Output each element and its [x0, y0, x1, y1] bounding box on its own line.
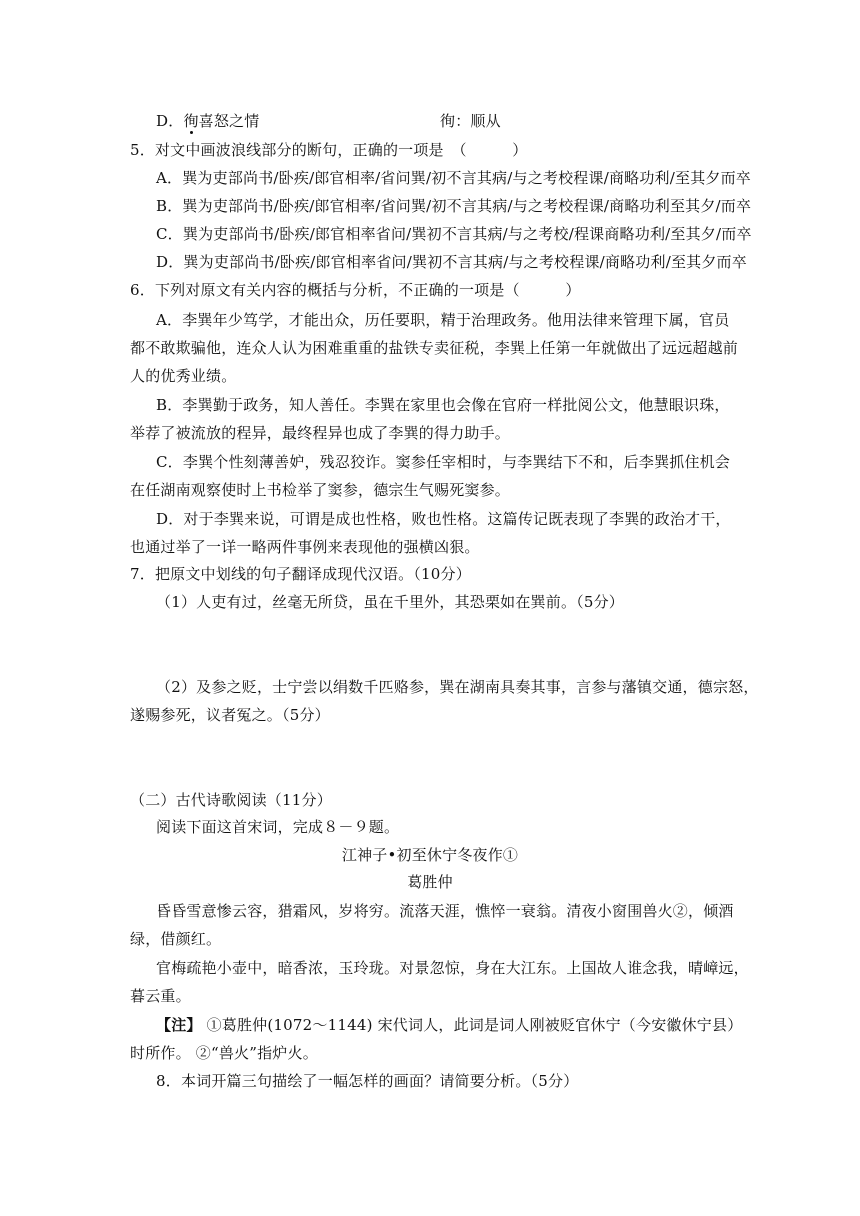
q4-option-d-label: D．: [156, 112, 184, 130]
q6-option-a-line3: 人的优秀业绩。: [130, 367, 237, 385]
q6-option-c-line1: C．李巽个性刻薄善妒，残忍狡诈。窦参任宰相时，与李巽结下不和，后李巽抓住机会: [156, 453, 731, 471]
note-line2: 时所作。 ②“兽火”指炉火。: [130, 1044, 318, 1062]
q8-stem: 8．本词开篇三句描绘了一幅怎样的画面？请简要分析。（5分）: [156, 1072, 579, 1090]
q6-option-b-line2: 举荐了被流放的程异，最终程异也成了李巽的得力助手。: [130, 424, 511, 442]
q4-option-d: [156, 111, 259, 131]
poem-stanza-1-line2: 绿，借颜红。: [130, 930, 222, 948]
q7-sentence-2-line2: 遂赐参死，议者冤之。（5分）: [130, 706, 330, 724]
q7-sentence-2-line1: （2）及参之贬，士宁尝以绢数千匹赂参，巽在湖南具奏其事，言参与藩镇交通，德宗怒，: [156, 678, 759, 696]
q6-option-b-line1: B．李巽勤于政务，知人善任。李巽在家里也会像在官府一样批阅公文，他慧眼识珠，: [156, 396, 730, 414]
q5-option-c: C．巽为吏部尚书/卧疾/郎官相率省问/巽初不言其病/与之考校/程课商略功利/至其夕/而卒: [156, 225, 752, 243]
poem-stanza-2-line2: 暮云重。: [130, 987, 191, 1005]
q4-option-d-dotted-char: 徇: [183, 112, 199, 130]
q6-option-d-line1: D．对于李巽来说，可谓是成也性格，败也性格。这篇传记既表现了李巽的政治才干，: [156, 510, 731, 528]
poem-title: 江神子•初至休宁冬夜作①: [341, 846, 519, 864]
poem-stanza-1-line1: 昏昏雪意惨云容，猎霜风，岁将穷。流落天涯，憔悴一衰翁。清夜小窗围兽火②，倾酒: [156, 902, 734, 920]
section-heading: （二）古代诗歌阅读（11分）: [130, 791, 332, 809]
q7-stem: 7．把原文中划线的句子翻译成现代汉语。（10分）: [130, 565, 471, 583]
q6-stem: 6．下列对原文有关内容的概括与分析，不正确的一项是（ ）: [130, 281, 581, 299]
q6-option-c-line2: 在任湖南观察使时上书检举了窦参，德宗生气赐死窦参。: [130, 481, 511, 499]
q7-sentence-1: （1）人吏有过，丝毫无所贷，虽在千里外，其恐栗如在巽前。（5分）: [156, 593, 624, 611]
q6-option-a-line2: 都不敢欺骗他，连众人认为困难重重的盐铁专卖征税，李巽上任第一年就做出了远远超越前: [130, 339, 739, 357]
q5-stem: 5．对文中画波浪线部分的断句，正确的一项是 （ ）: [130, 141, 528, 159]
note-label: 【注】: [156, 1016, 202, 1034]
note-text: ①葛胜仲(1072～1144) 宋代词人，此词是词人刚被贬官休宁（今安徽休宁县）: [206, 1016, 743, 1034]
q6-option-d-line2: 也通过举了一详一略两件事例来表现他的强横凶狠。: [130, 538, 480, 556]
q5-option-d: D．巽为吏部尚书/卧疾/郎官相率省问/巽初不言其病/与之考校程课/商略功利/至其夕而卒: [156, 253, 747, 271]
q4-option-d-text: 喜怒之情: [198, 112, 260, 130]
q5-option-b: B．巽为吏部尚书/卧疾/郎官相率/省问巽/初不言其病/与之考校程课/商略功利至其夕/而卒: [156, 197, 752, 215]
q4-option-d-gloss: 徇：顺从: [440, 112, 501, 130]
poem-author: 葛胜仲: [407, 873, 453, 891]
section-intro: 阅读下面这首宋词，完成８－９题。: [156, 818, 400, 836]
q6-option-a-line1: A．李巽年少笃学，才能出众，历任要职，精于治理政务。他用法律来管理下属，官员: [156, 311, 730, 329]
poem-stanza-2-line1: 官梅疏艳小壶中，暗香浓，玉玲珑。对景忽惊，身在大江东。上国故人谁念我，晴嶂远，: [156, 959, 749, 977]
note-line1: [156, 1015, 742, 1035]
q5-option-a: A．巽为吏部尚书/卧疾/郎官相率/省问巽/初不言其病/与之考校程课/商略功利/至其夕而卒: [156, 169, 752, 187]
